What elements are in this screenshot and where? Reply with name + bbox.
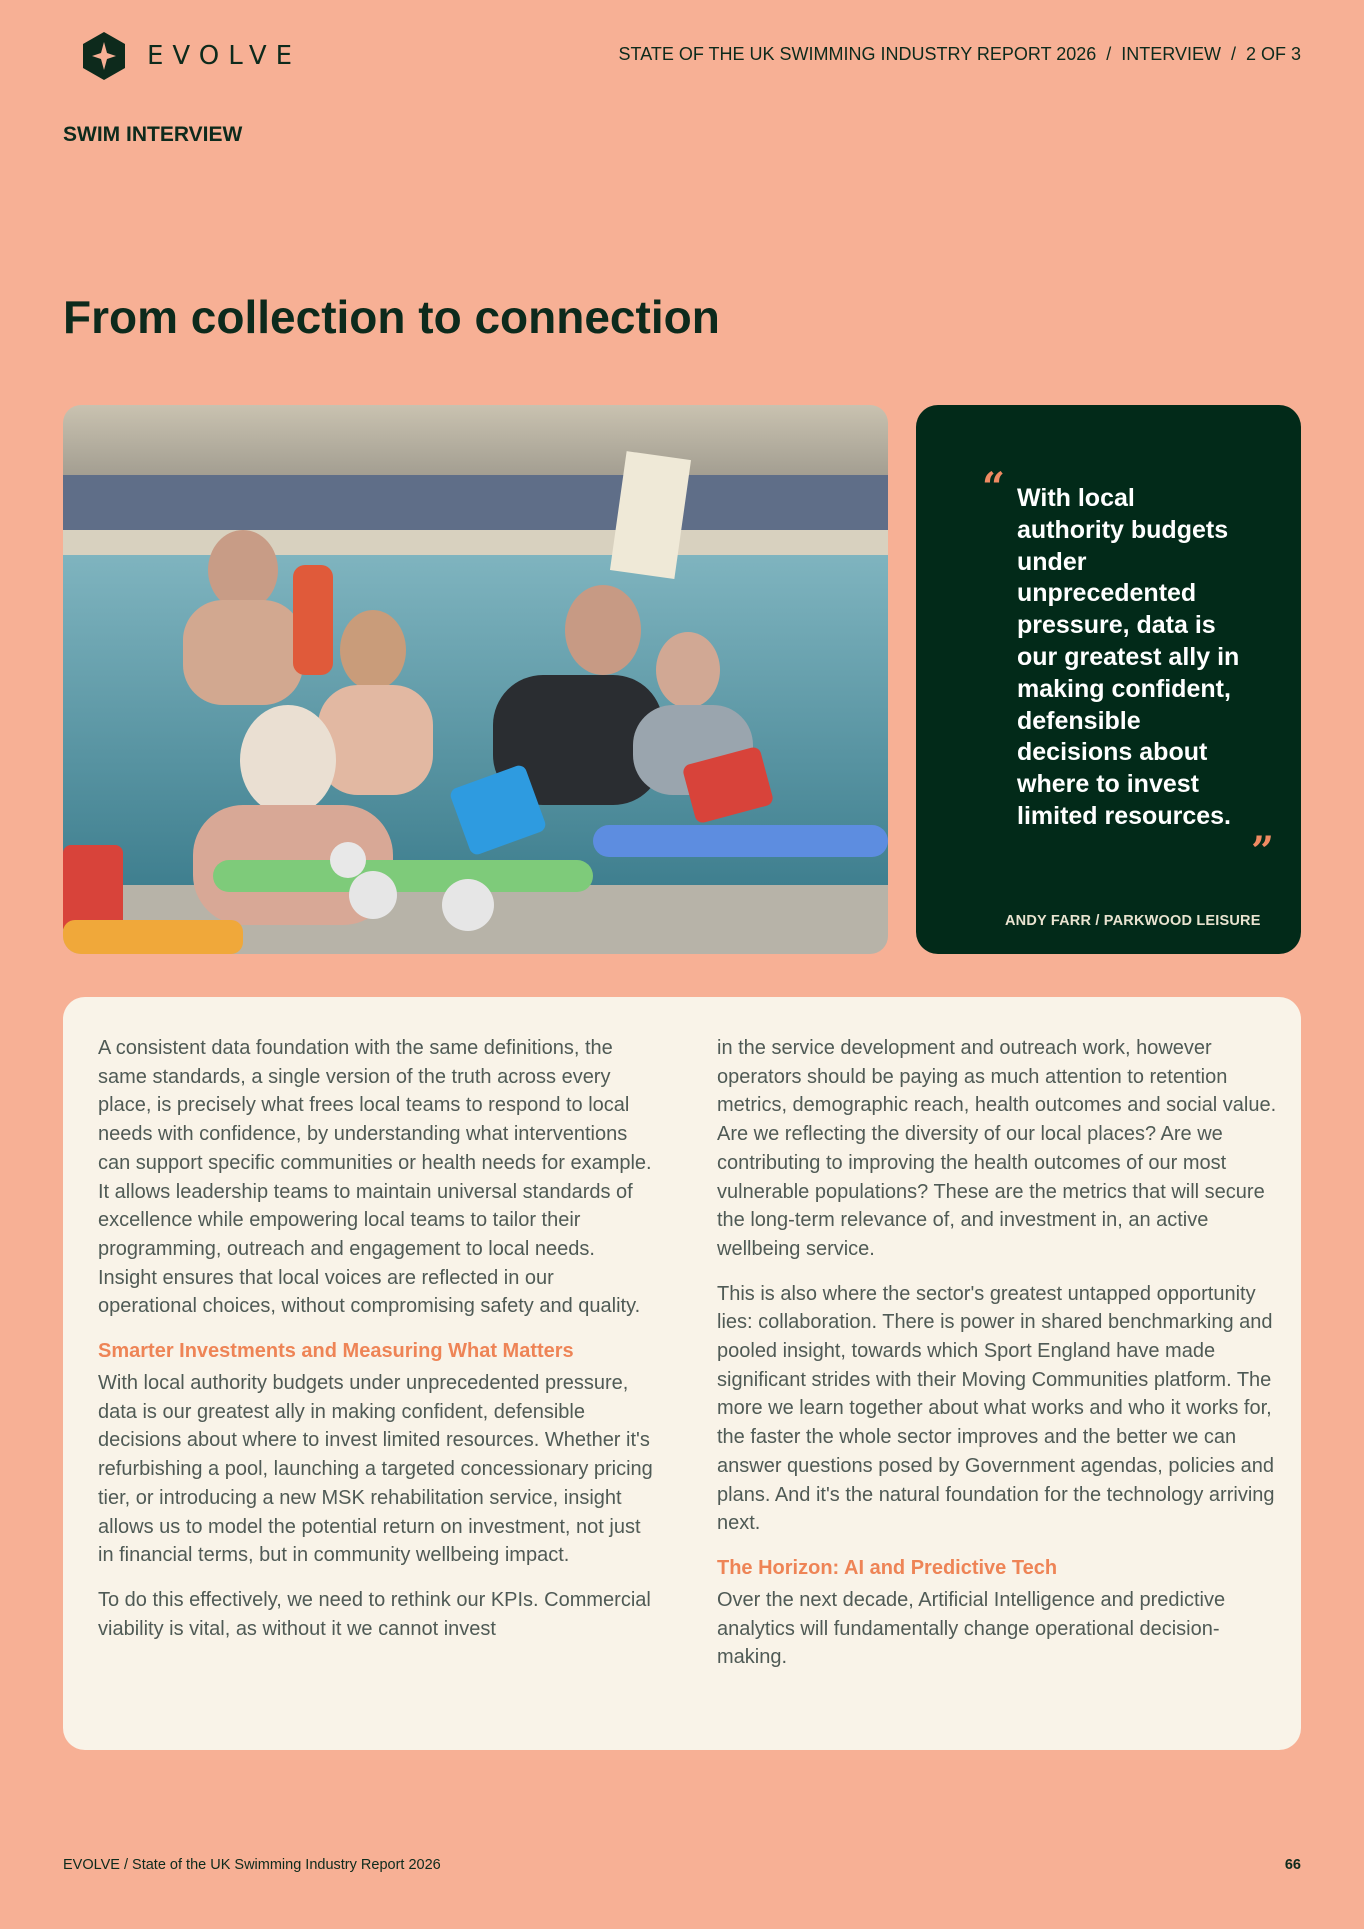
paragraph: Over the next decade, Artificial Intelligence and predictive analytics will fundamentally change operational decision-making. (717, 1588, 1226, 1669)
footer-source: EVOLVE / State of the UK Swimming Industry Report 2026 (63, 1857, 441, 1873)
page-number: 66 (1284, 1857, 1301, 1873)
star-hexagon-icon (83, 32, 125, 80)
paragraph: To do this effectively, we need to rethink our KPIs. Commercial viability is vital, as without it we cannot invest (98, 1588, 651, 1640)
pull-quote-text: With local authority budgets under unprecedented pressure, data is our greatest ally in making confident, defensible decisions about where to invest limited resources. (1017, 484, 1240, 830)
article-column-right (717, 1034, 1277, 1688)
open-quote-icon: “ (982, 464, 1006, 511)
subheading: Smarter Investments and Measuring What Matters (98, 1340, 574, 1363)
page-title: From collection to connection (63, 291, 720, 343)
paragraph: in the service development and outreach work, however operators should be paying as much attention to retention metrics, demographic reach, health outcomes and social value. Are we reflecting the diversity of our local places? Are we contributing to improving the health outcomes of our most vulnerable populations? These are the metrics that will secure the long-term relevance of, and investment in, an active wellbeing service. (717, 1037, 1277, 1260)
pool-photo (63, 405, 888, 954)
subheading: The Horizon: AI and Predictive Tech (717, 1556, 1058, 1579)
section-label: SWIM INTERVIEW (63, 123, 243, 146)
aqua-fitness-class-image (63, 405, 888, 954)
article-column-left (98, 1034, 658, 1659)
breadcrumb: STATE OF THE UK SWIMMING INDUSTRY REPORT 2026 / INTERVIEW / 2 OF 3 (618, 44, 1301, 64)
paragraph: With local authority budgets under unprecedented pressure, data is our greatest ally in making confident, defensible decisions about where to invest limited resources. Whether it's refurbishing a pool, launching a targeted concessionary pricing tier, or introducing a new MSK rehabilitation service, insight allows us to model the potential return on investment, not just in financial terms, but in community wellbeing impact. (98, 1372, 653, 1567)
brand-logo (83, 32, 301, 80)
close-quote-icon: ” (1251, 828, 1275, 875)
quote-author: ANDY FARR / PARKWOOD LEISURE (1005, 913, 1261, 929)
brand-name: EVOLVE (147, 41, 302, 71)
paragraph: A consistent data foundation with the same definitions, the same standards, a single version of the truth across every place, is precisely what frees local teams to respond to local needs with confidence, by understanding what interventions can support specific communities or health needs for example. It allows leadership teams to maintain universal standards of excellence while empowering local teams to tailor their programming, outreach and engagement to local needs. Insight ensures that local voices are reflected in our operational choices, without compromising safety and quality. (98, 1037, 652, 1318)
paragraph: This is also where the sector's greatest untapped opportunity lies: collaboration. There is power in shared benchmarking and pooled insight, towards which Sport England have made significant strides with their Moving Communities platform. The more we learn together about what works and who it works for, the faster the whole sector improves and the better we can answer questions posed by Government agendas, policies and plans. And it's the natural foundation for the technology arriving next. (717, 1282, 1275, 1535)
